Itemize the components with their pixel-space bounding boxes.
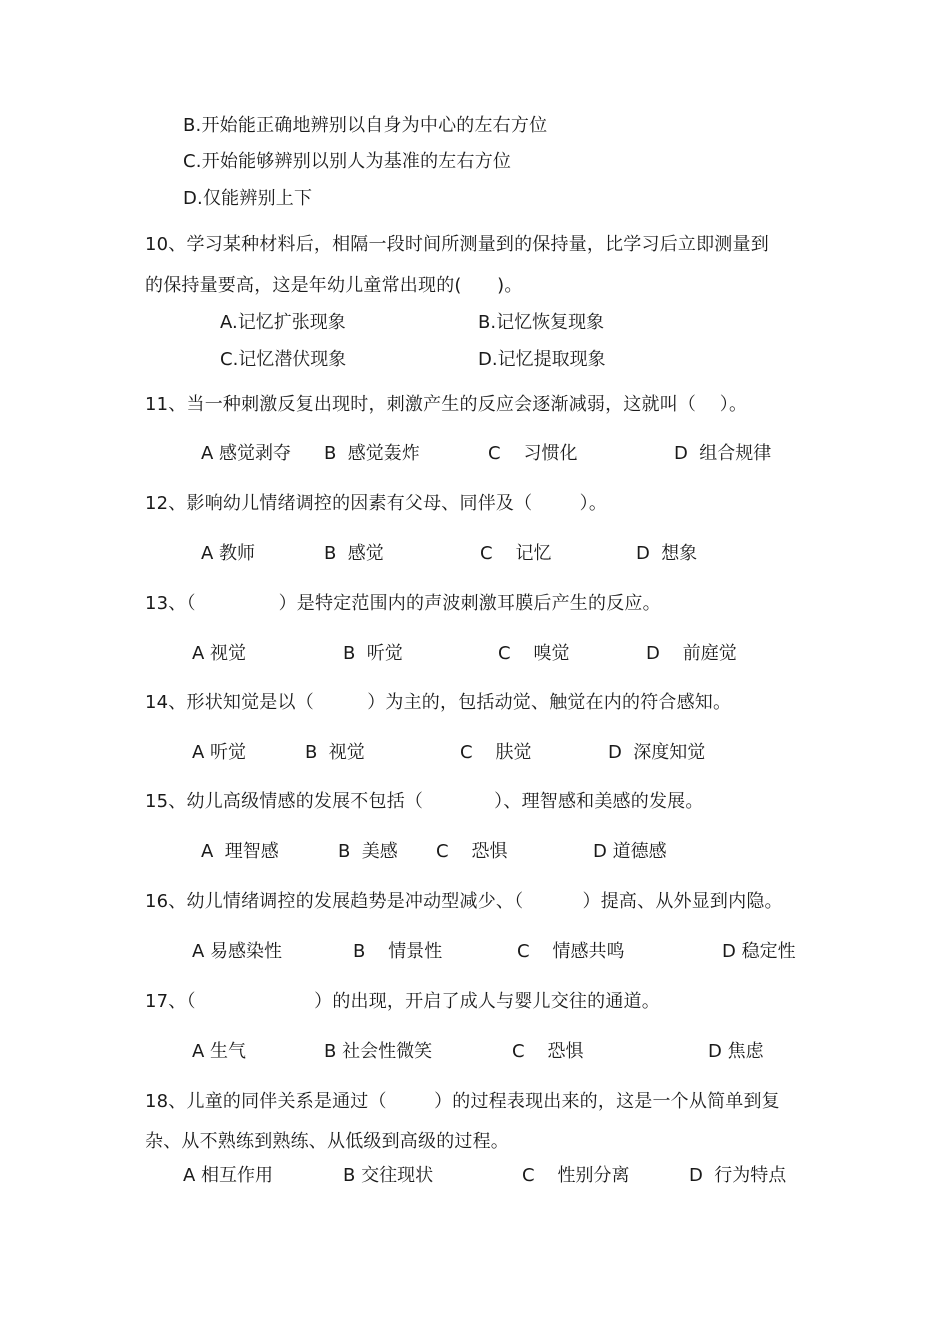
q13-option-a: A 视觉 [192,643,247,664]
option-c-prev: C.开始能够辨别以别人为基准的左右方位 [183,151,512,172]
question-12: 12、影响幼儿情绪调控的因素有父母、同伴及（ ）。 [145,493,608,514]
q15-option-b: B 美感 [338,841,398,862]
q14-option-b: B 视觉 [305,742,365,763]
q16-option-b: B 情景性 [353,941,443,962]
q12-option-d: D 想象 [636,543,698,564]
q16-option-a: A 易感染性 [192,941,283,962]
q12-option-a: A 教师 [201,543,256,564]
question-17: 17、（ ）的出现，开启了成人与婴儿交往的通道。 [145,991,660,1012]
q17-option-a: A 生气 [192,1041,247,1062]
q11-option-c: C 习惯化 [488,443,578,464]
q16-option-d: D 稳定性 [722,941,796,962]
q12-option-b: B 感觉 [324,543,384,564]
question-16: 16、幼儿情绪调控的发展趋势是冲动型减少、（ ）提高、从外显到内隐。 [145,891,783,912]
q17-option-d: D 焦虑 [708,1041,764,1062]
question-10-line-1: 10、学习某种材料后，相隔一段时间所测量到的保持量，比学习后立即测量到 [145,234,769,255]
q11-option-d: D 组合规律 [674,443,772,464]
question-15: 15、幼儿高级情感的发展不包括（ ）、理智感和美感的发展。 [145,791,704,812]
question-11: 11、当一种刺激反复出现时，刺激产生的反应会逐渐减弱，这就叫（ ）。 [145,394,748,415]
q15-option-c: C 恐惧 [436,841,508,862]
q11-option-a: A 感觉剥夺 [201,443,292,464]
q17-option-c: C 恐惧 [512,1041,584,1062]
option-b-prev: B.开始能正确地辨别以自身为中心的左右方位 [183,115,548,136]
q12-option-c: C 记忆 [480,543,552,564]
q10-option-a: A.记忆扩张现象 [220,312,346,333]
q14-option-a: A 听觉 [192,742,247,763]
q10-option-c: C.记忆潜伏现象 [220,349,347,370]
q10-option-b: B.记忆恢复现象 [478,312,605,333]
q10-option-d: D.记忆提取现象 [478,349,606,370]
q18-option-a: A 相互作用 [183,1165,274,1186]
q18-option-b: B 交往现状 [343,1165,434,1186]
q14-option-d: D 深度知觉 [608,742,706,763]
q13-option-b: B 听觉 [343,643,403,664]
q15-option-d: D 道德感 [593,841,667,862]
q16-option-c: C 情感共鸣 [517,941,625,962]
question-13: 13、（ ）是特定范围内的声波刺激耳膜后产生的反应。 [145,593,661,614]
option-d-prev: D.仅能辨别上下 [183,188,313,209]
q15-option-a: A 理智感 [201,841,279,862]
q17-option-b: B 社会性微笑 [324,1041,433,1062]
question-14: 14、形状知觉是以（ ）为主的，包括动觉、触觉在内的符合感知。 [145,692,732,713]
question-18-line-1: 18、儿童的同伴关系是通过（ ）的过程表现出来的，这是一个从简单到复 [145,1091,780,1112]
q18-option-c: C 性别分离 [522,1165,630,1186]
q13-option-c: C 嗅觉 [498,643,570,664]
question-18-line-2: 杂、从不熟练到熟练、从低级到高级的过程。 [145,1131,509,1152]
q11-option-b: B 感觉轰炸 [324,443,420,464]
question-10-line-2: 的保持量要高，这是年幼儿童常出现的( )。 [145,275,523,296]
q13-option-d: D 前庭觉 [646,643,737,664]
q14-option-c: C 肤觉 [460,742,532,763]
q18-option-d: D 行为特点 [689,1165,787,1186]
